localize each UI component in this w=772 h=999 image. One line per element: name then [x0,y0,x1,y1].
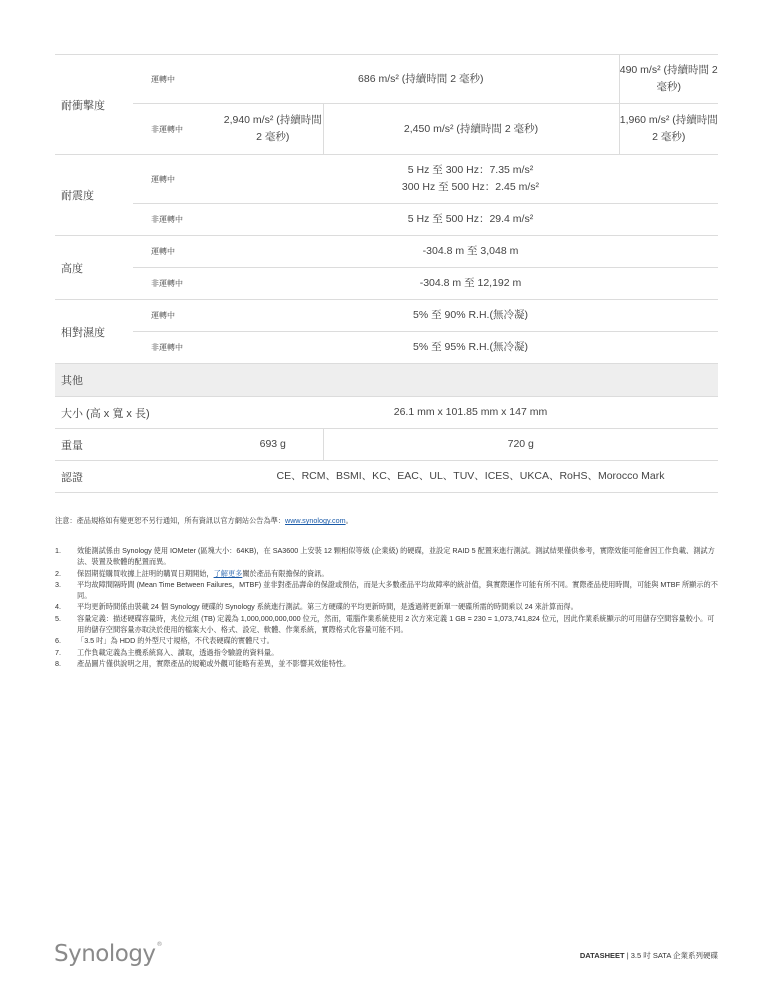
humidity-non-operating-label: 非運轉中 [133,332,223,364]
footnotes [55,545,720,669]
size-value: 26.1 mm x 101.85 mm x 147 mm [223,397,718,429]
registered-mark: ® [156,941,163,948]
footer-separator: | [624,951,631,960]
shock-non-operating-value-3: 1,960 m/s² (持續時間 2 毫秒) [619,104,718,155]
size-label: 大小 (高 x 寬 x 長) [55,397,223,429]
shock-non-operating-value-1: 2,940 m/s² (持續時間 2 毫秒) [223,104,323,155]
other-section-header: 其他 [55,364,718,397]
footnote-item: 6. 「3.5 吋」為 HDD 的外型尺寸規格，不代表硬碟的實體尺寸。 [55,636,274,646]
vibration-operating-line2: 300 Hz 至 500 Hz：2.45 m/s² [401,181,540,193]
spec-table [55,54,718,493]
learn-more-link[interactable]: 了解更多 [213,568,243,578]
shock-operating-label: 運轉中 [133,55,223,104]
synology-logo: Synology® [54,941,163,967]
vibration-non-operating-label: 非運轉中 [133,204,223,236]
note-end: 。 [345,516,353,525]
shock-operating-value-right: 490 m/s² (持續時間 2 毫秒) [619,55,718,104]
footnote-item: 5. 容量定義：描述硬碟容量時，兆位元組 (TB) 定義為 1,000,000,000,000 位元，然而，電腦作業系統使用 2 次方來定義 1 GB = 230 = 1,073,741,824 位元，因此作業系統顯示的可用儲存空間容量較小。可用的儲存空間容量亦取決於使用的檔案大小、格式、設定、軟體、作業系統，實際格式化容量可能不同。 [55,613,715,635]
footnote-item: 4. 平均更新時間係由裝載 24 個 Synology 硬碟的 Synology 系統進行測試。第三方硬碟的平均更新時間，是透過將更新單一硬碟所需的時間乘以 24 來計算而得。 [55,602,578,612]
doc-title: 3.5 吋 SATA 企業系列硬碟 [630,951,718,960]
vibration-operating-label: 運轉中 [133,155,223,204]
shock-non-operating-value-2: 2,450 m/s² (持續時間 2 毫秒) [323,104,619,155]
weight-value-1: 693 g [223,429,323,461]
datasheet-label: DATASHEET [579,951,625,960]
humidity-operating-value: 5% 至 90% R.H.(無冷凝) [223,300,718,332]
note-text: 注意：產品規格如有變更恕不另行通知，所有資訊以官方網站公告為準： [55,516,286,525]
humidity-non-operating-value: 5% 至 95% R.H.(無冷凝) [223,332,718,364]
vibration-label: 耐震度 [55,155,133,236]
weight-label: 重量 [55,429,223,461]
certification-value: CE、RCM、BSMI、KC、EAC、UL、TUV、ICES、UKCA、RoHS、Morocco Mark [223,461,718,493]
altitude-non-operating-value: -304.8 m 至 12,192 m [223,268,718,300]
altitude-non-operating-label: 非運轉中 [133,268,223,300]
shock-label: 耐衝擊度 [55,55,133,155]
disclaimer-note [55,516,353,526]
synology-website-link[interactable]: www.synology.com [285,516,346,525]
shock-operating-value: 686 m/s² (持續時間 2 毫秒) [223,55,619,104]
altitude-operating-value: -304.8 m 至 3,048 m [223,236,718,268]
weight-value-2: 720 g [323,429,718,461]
vibration-operating-value [223,155,718,204]
vibration-non-operating-value: 5 Hz 至 500 Hz：29.4 m/s² [223,204,718,236]
vibration-operating-line1: 5 Hz 至 300 Hz：7.35 m/s² [407,164,534,176]
footnote-item: 7. 工作負載定義為主機系統寫入、讀取，透過指令驗證的資料量。 [55,647,279,657]
humidity-operating-label: 運轉中 [133,300,223,332]
footer-doc-label [580,950,718,961]
altitude-operating-label: 運轉中 [133,236,223,268]
shock-non-operating-label: 非運轉中 [133,104,223,155]
footnote-item: 3. 平均故障間隔時間 (Mean Time Between Failures，MTBF) 並非對產品壽命的保證或預估，而是大多數產品平均故障率的統計值，與實際運作可能有所不同。實際產品使用時間，可能與 MTBF 所顯示的不同。 [55,579,718,601]
certification-label: 認證 [55,461,223,493]
humidity-label: 相對濕度 [55,300,133,364]
altitude-label: 高度 [55,236,133,300]
footnote-item: 2. 保固期從購買收據上註明的購買日期開始，了解更多關於產品有限擔保的資訊。 [55,568,329,578]
footnote-item: 8. 產品圖片僅供說明之用，實際產品的規範或外觀可能略有差異，並不影響其效能特性。 [55,658,351,668]
footnote-item: 1. 效能測試係由 Synology 使用 IOMeter (區塊大小：64KB)，在 SA3600 上安裝 12 顆相似等級 (企業級) 的硬碟，並設定 RAID 5 配置來進行測試。測試結果僅供參考，實際效能可能會因工作負載、測試方法、裝置及軟體的配置而異。 [55,546,715,567]
